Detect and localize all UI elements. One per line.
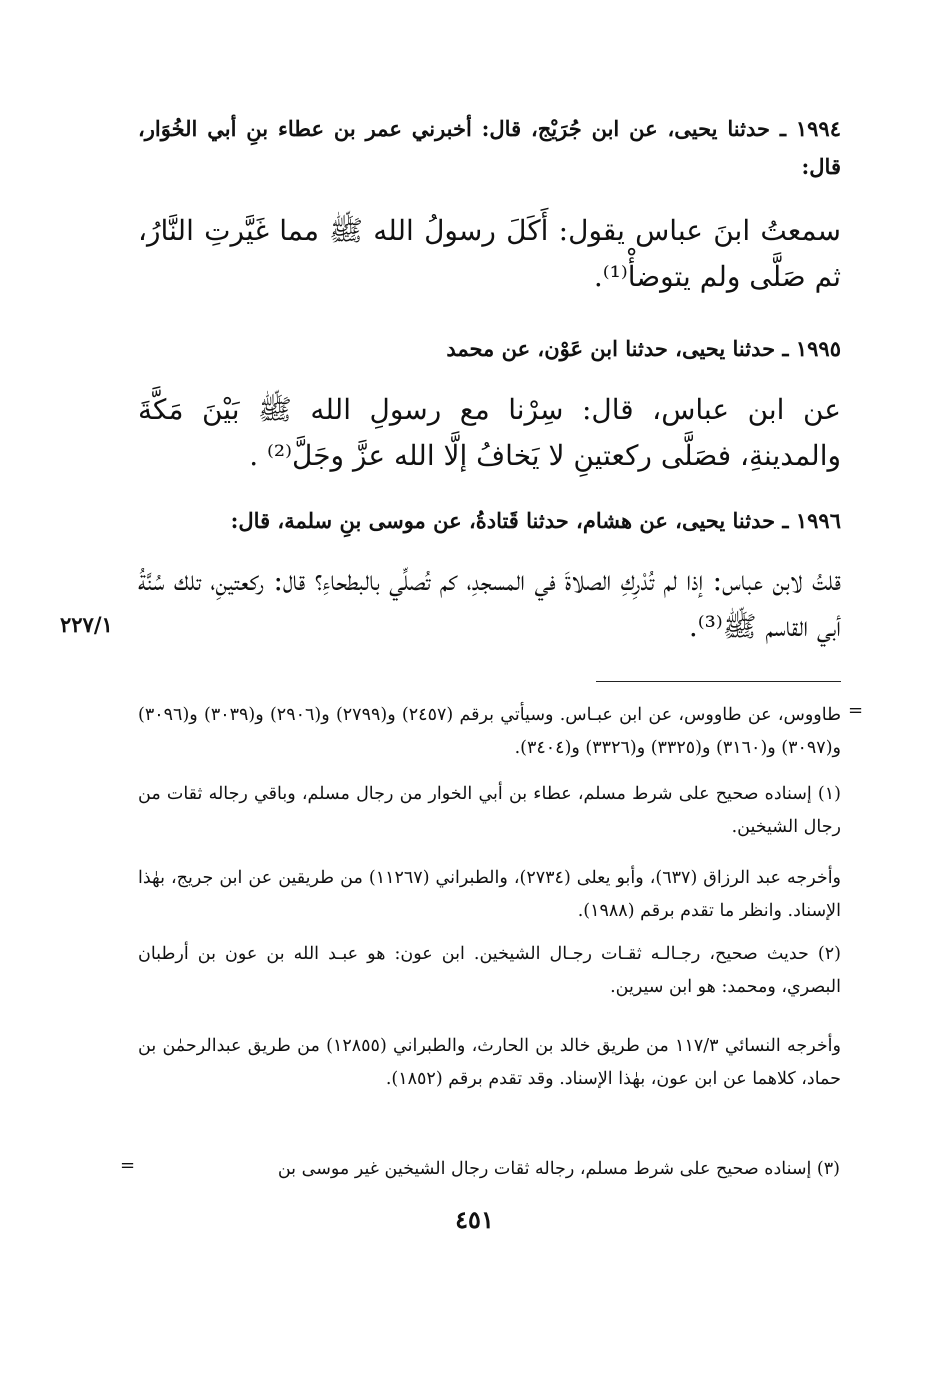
footnote-3: (٣) إسناده صحيح على شرط مسلم، رجاله ثقات رجال الشيخين غير موسى بن	[277, 1159, 840, 1179]
hadith-1996-matn: قلتُ لابن عباس: إذا لم تُدْرِكِ الصلاةَ في المسجدِ، كم تُصلِّي بالبطحاءِ؟ قال: ركعتينِ، تلك سُنَّةُ أبي القاسم ﷺ⁽³⁾.	[138, 564, 841, 643]
hadith-1995-isnad	[138, 330, 841, 368]
isnad-text: ـ حدثنا يحيى، عن ابن جُرَيْج، قال: أخبرني عمر بن عطاء بنِ أبي الخُوَار، قال:	[138, 116, 841, 179]
hadith-1996-isnad	[138, 502, 841, 540]
footnote-continued: طاووس، عن طاووس، عن ابن عبـاس. وسيأتي برقم (٢٤٥٧) و(٢٧٩٩) و(٢٩٠٦) و(٣٠٣٩) و(٣٠٩٦) و(٣٠٩٧) و(٣١٦٠) و(٣٣٢٥) و(٣٣٢٦) و(٣٤٠٤).	[138, 705, 842, 758]
footnote-divider	[596, 681, 841, 682]
isnad-text: ـ حدثنا يحيى، حدثنا ابن عَوْن، عن محمد	[446, 336, 789, 361]
hadith-number: ١٩٩٦	[795, 508, 841, 533]
continuation-mark-end: =	[120, 1155, 136, 1176]
footnote-1: (١) إسناده صحيح على شرط مسلم، عطاء بن أبي الخوار من رجال مسلم، وباقي رجاله ثقات من رجال الشيخين.	[138, 784, 841, 837]
hadith-1995-matn: عن ابن عباس، قال: سِرْنا مع رسولِ الله ﷺ بَيْنَ مَكَّةَ والمدينةِ، فصَلَّى ركعتينِ لا يَخافُ إلَّا الله عزَّ وجَلَّ⁽²⁾ .	[138, 393, 841, 472]
continuation-mark-start: =	[848, 700, 864, 721]
isnad-text: ـ حدثنا يحيى، عن هشام، حدثنا قَتادةُ، عن موسى بنِ سلمة، قال:	[230, 508, 789, 533]
margin-volume-reference: ٢٢٧/١	[60, 612, 113, 637]
hadith-number: ١٩٩٥	[795, 336, 841, 361]
hadith-1994-isnad	[138, 110, 841, 186]
footnote-2: (٢) حديث صحيح، رجـالـه ثقـات رجـال الشيخين. ابن عون: هو عبـد الله بن عون بن أرطبان البصري، ومحمد: هو ابن سيرين.	[138, 944, 841, 997]
footnote-2-sources: وأخرجه النسائي ١١٧/٣ من طريق خالد بن الحارث، والطبراني (١٢٨٥٥) من طريق عبدالرحمٰن بن حماد، كلاهما عن ابن عون، بهٰذا الإسناد. وقد تقدم برقم (١٨٥٢).	[138, 1036, 841, 1089]
footnote-1-sources: وأخرجه عبد الرزاق (٦٣٧)، وأبو يعلى (٢٧٣٤)، والطبراني (١١٢٦٧) من طريقين عن ابن جريج، بهٰذا الإسناد. وانظر ما تقدم برقم (١٩٨٨).	[138, 868, 842, 921]
hadith-1994-matn: سمعتُ ابنَ عباس يقول: أَكَلَ رسولُ الله ﷺ مما غَيَّرتِ النَّارُ، ثم صَلَّى ولم يتوضأْ⁽¹⁾.	[138, 214, 841, 293]
page-number: ٤٥١	[455, 1205, 494, 1234]
hadith-number: ١٩٩٤	[795, 116, 841, 141]
